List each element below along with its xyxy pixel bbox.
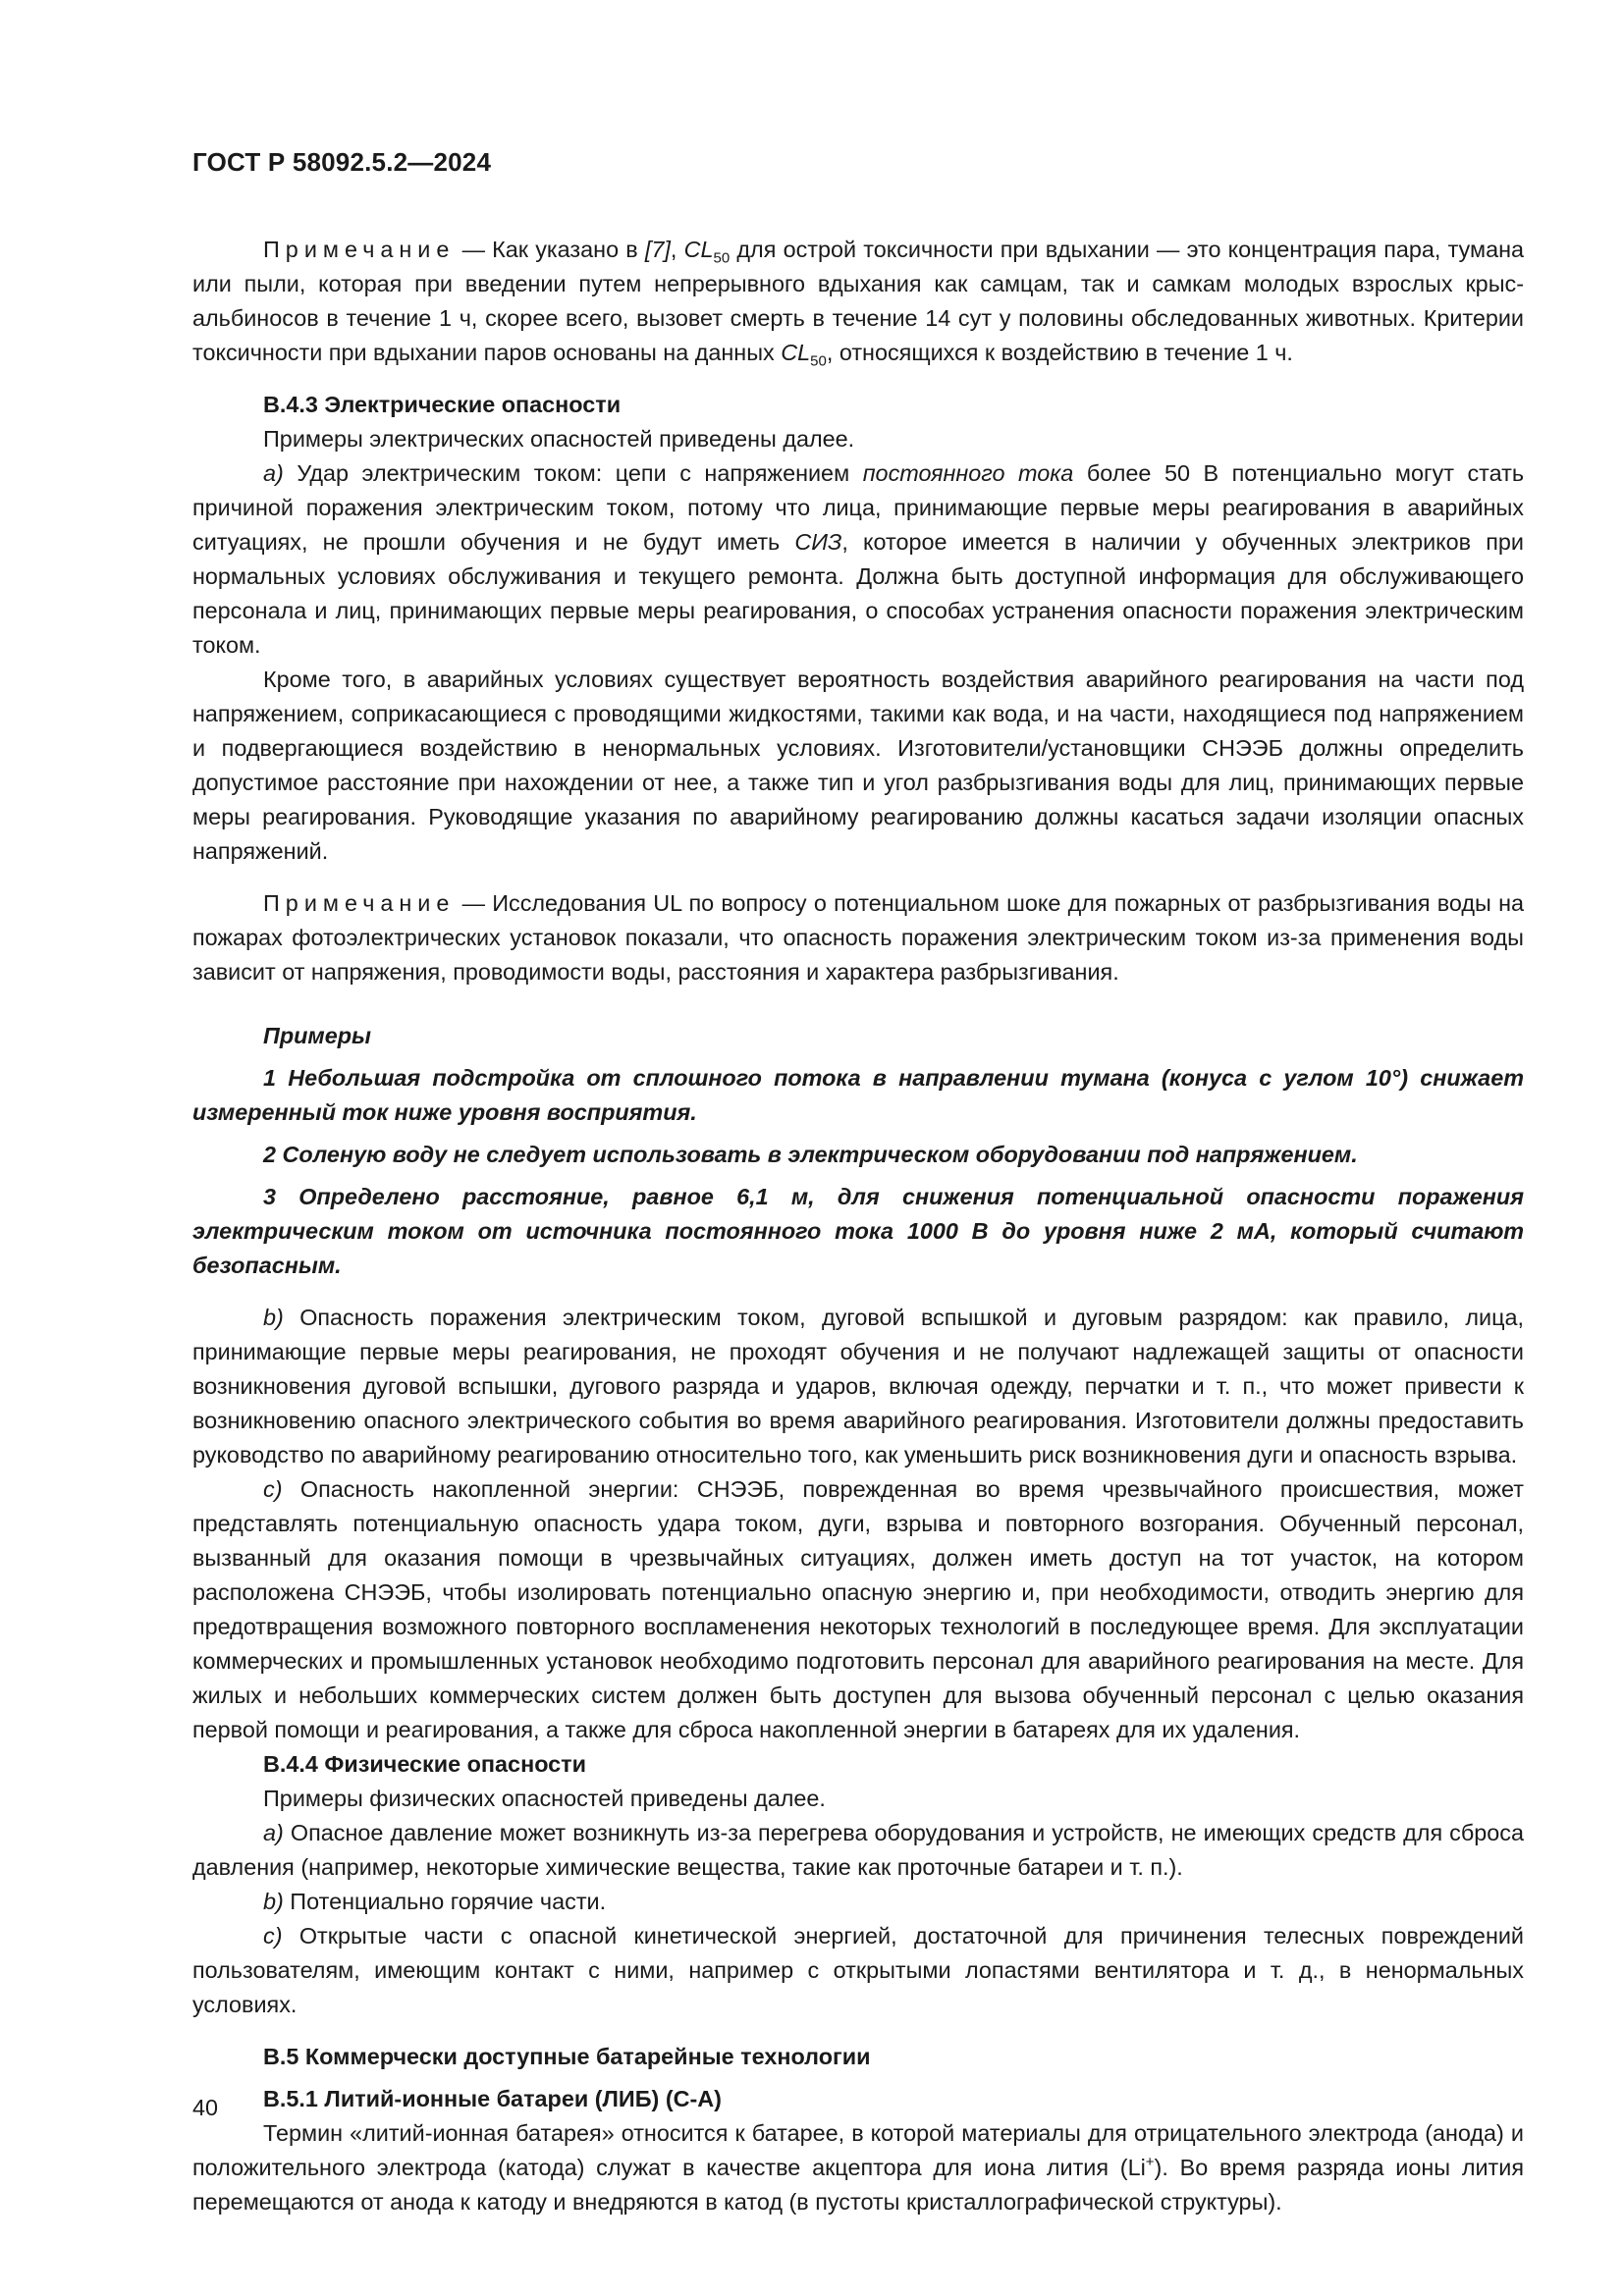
- item-c: c) Опасность накопленной энергии: СНЭЭБ, поврежденная во время чрезвычайного происшествия, может представлять потенциальную опасность удара током, дуги, взрыва и повторного возгорания. Обученный персонал, вызванный для оказания помощи в чрезвычайных ситуациях, должен иметь доступ на тот участок, на котором расположена СНЭЭБ, чтобы изолировать потенциально опасную энергию и, при необходимости, отводить энергию для предотвращения возможного повторного воспламенения некоторых технологий в последующее время. Для эксплуатации коммерческих и промышленных установок необходимо подготовить персонал для аварийного реагирования на месте. Для жилых и небольших коммерческих систем должен быть доступен для вызова обученный персонал с целью оказания первой помощи и реагирования, а также для сброса накопленной энергии в батареях для их удаления.: [192, 1476, 1524, 1742]
- example-1: 1 Небольшая подстройка от сплошного потока в направлении тумана (конуса с углом 10°) снижает измеренный ток ниже уровня восприятия.: [192, 1065, 1524, 1125]
- item-a: a) Опасное давление может возникнуть из-за перегрева оборудования и устройств, не имеющих средств для сброса давления (например, некоторые химические вещества, такие как проточные батареи и т. п.).: [192, 1820, 1524, 1880]
- section-heading-b44: В.4.4 Физические опасности: [263, 1751, 587, 1777]
- reference-link: [7]: [644, 237, 671, 262]
- item-b: b) Опасность поражения электрическим током, дуговой вспышкой и дуговым разрядом: как правило, лица, принимающие первые меры реагирования, не проходят обучения и не получают надлежащей защиты от опасности возникновения дуговой вспышки, дугового разряда и ударов, включая одежду, перчатки и т. п., что может привести к возникновению опасного электрического события во время аварийного реагирования. Изготовители должны предоставить руководство по аварийному реагированию относительно того, как уменьшить риск возникновения дуги и опасность взрыва.: [192, 1305, 1524, 1468]
- page-number: 40: [192, 2095, 219, 2120]
- paragraph: Термин «литий-ионная батарея» относится к батарее, в которой материалы для отрицательного электрода (анода) и положительного электрода (катода) служат в качестве акцептора для иона лития (Li+). Во время разряда ионы лития перемещаются от анода к катоду и внедряются в катод (в пустоты кристаллографической структуры).: [192, 2120, 1524, 2215]
- document-page: [192, 147, 1524, 2219]
- note-label: Примечание: [263, 237, 456, 262]
- example-2: 2 Соленую воду не следует использовать в электрическом оборудовании под напряжением.: [263, 1142, 1358, 1167]
- note-label: Примечание: [263, 890, 456, 916]
- paragraph: Примеры физических опасностей приведены далее.: [263, 1786, 826, 1811]
- note-1: Примечание — Как указано в [7], $CL_{50}$ для острой токсичности при вдыхании — это концентрация пара, тумана или пыли, которая при введении путем непрерывного вдыхания как самцам, так и самкам молодых взрослых крыс-альбиносов в течение 1 ч, скорее всего, вызовет смерть в течение 14 сут у половины обследованных животных. Критерии токсичности при вдыхании паров основаны на данных $CL_{50}$, относящихся к воздействию в течение 1 ч.: [192, 237, 1525, 370]
- examples-title: Примеры: [263, 1023, 371, 1048]
- section-heading-b51: В.5.1 Литий-ионные батареи (ЛИБ) (С-А): [263, 2086, 722, 2111]
- paragraph: Кроме того, в аварийных условиях существует вероятность воздействия аварийного реагирования на части под напряжением, соприкасающиеся с проводящими жидкостями, такими как вода, и на части, находящиеся под напряжением и подвергающиеся воздействию в ненормальных условиях. Изготовители/установщики СНЭЭБ должны определить допустимое расстояние при нахождении от нее, а также тип и угол разбрызгивания воды для лиц, принимающих первые меры реагирования. Руководящие указания по аварийному реагированию должны касаться задачи изоляции опасных напряжений.: [192, 667, 1524, 864]
- standard-header: ГОСТ Р 58092.5.2—2024: [192, 147, 492, 177]
- item-a: a) Удар электрическим током: цепи с напряжением постоянного тока более 50 В потенциально могут стать причиной поражения электрическим током, потому что лица, принимающие первые меры реагирования в аварийных ситуациях, не прошли обучения и не будут иметь СИЗ, которое имеется в наличии у обученных электриков при нормальных условиях обслуживания и текущего ремонта. Должна быть доступной информация для обслуживающего персонала и лиц, принимающих первые меры реагирования, о способах устранения опасности поражения электрическим током.: [192, 460, 1525, 658]
- paragraph: Примеры электрических опасностей приведены далее.: [263, 426, 855, 452]
- section-heading-b43: В.4.3 Электрические опасности: [263, 392, 622, 417]
- item-b: b) Потенциально горячие части.: [263, 1889, 607, 1914]
- section-heading-b5: В.5 Коммерчески доступные батарейные технологии: [263, 2044, 871, 2069]
- note-2: Примечание — Исследования UL по вопросу о потенциальном шоке для пожарных от разбрызгивания воды на пожарах фотоэлектрических установок показали, что опасность поражения электрическим током из-за применения воды зависит от напряжения, проводимости воды, расстояния и характера разбрызгивания.: [192, 890, 1524, 985]
- example-3: 3 Определено расстояние, равное 6,1 м, для снижения потенциальной опасности поражения электрическим током от источника постоянного тока 1000 В до уровня ниже 2 мА, который считают безопасным.: [192, 1184, 1524, 1278]
- item-c: c) Открытые части с опасной кинетической энергией, достаточной для причинения телесных повреждений пользователям, имеющим контакт с ними, например с открытыми лопастями вентилятора и т. д., в ненормальных условиях.: [192, 1923, 1524, 2017]
